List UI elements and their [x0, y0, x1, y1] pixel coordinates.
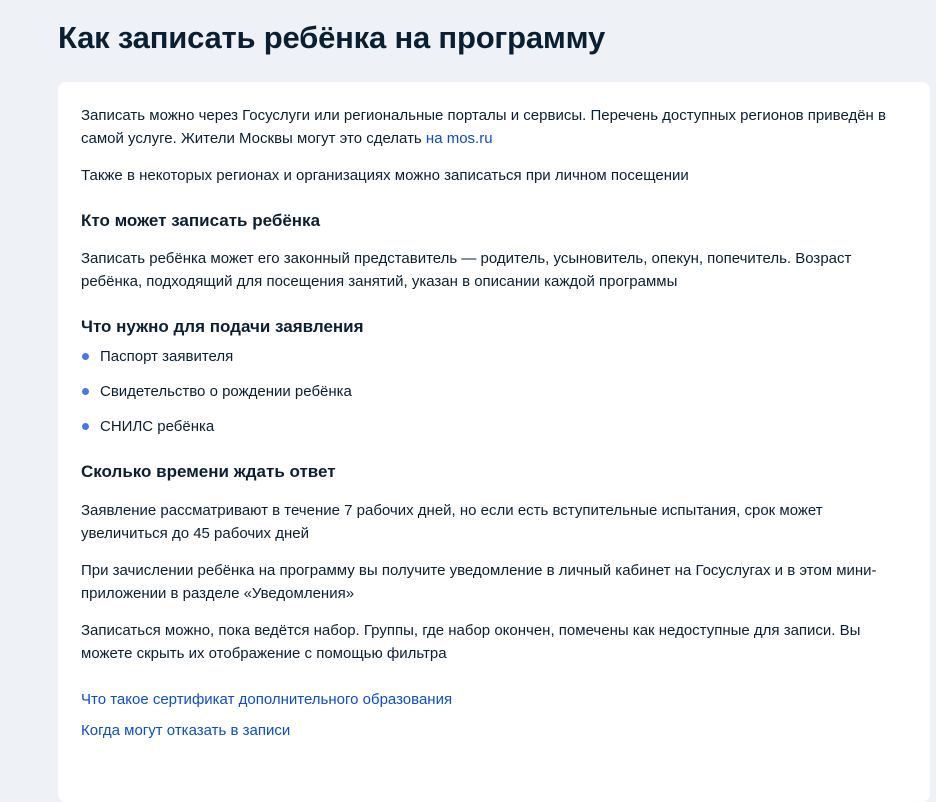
- document-label: Паспорт заявителя: [100, 348, 234, 365]
- list-item: [81, 415, 908, 438]
- page-title: Как записать ребёнка на программу: [58, 20, 606, 55]
- intro-paragraph: [81, 104, 908, 150]
- document-label: Свидетельство о рождении ребёнка: [100, 383, 352, 400]
- bullet-icon: [82, 423, 89, 430]
- document-label: СНИЛС ребёнка: [100, 418, 215, 435]
- intro-text: Записать можно через Госуслуги или региональные порталы и сервисы. Перечень доступных регионов приведён в самой услуге. Жители Москвы могут это сделать: [81, 107, 886, 147]
- enrollment-paragraph: Записаться можно, пока ведётся набор. Группы, где набор окончен, помечены как недоступные для записи. Вы можете скрыть их отображение с помощью фильтра: [81, 622, 861, 662]
- notification-paragraph: При зачислении ребёнка на программу вы получите уведомление в личный кабинет на Госуслугах и в этом мини-приложении в разделе «Уведомления»: [81, 562, 877, 602]
- documents-heading: Что нужно для подачи заявления: [81, 317, 364, 336]
- list-item: [81, 380, 908, 403]
- in-person-paragraph: Также в некоторых регионах и организациях можно записаться при личном посещении: [81, 167, 689, 184]
- review-time-paragraph: Заявление рассматривают в течение 7 рабочих дней, но если есть вступительные испытания, срок может увеличиться до 45 рабочих дней: [81, 502, 823, 542]
- refusal-info-link[interactable]: Когда могут отказать в записи: [81, 722, 291, 739]
- certificate-info-link[interactable]: Что такое сертификат дополнительного образования: [81, 691, 453, 708]
- info-card: [58, 82, 930, 802]
- mos-ru-link[interactable]: на mos.ru: [425, 130, 493, 147]
- bullet-icon: [82, 353, 89, 360]
- wait-time-heading: Сколько времени ждать ответ: [81, 462, 336, 481]
- documents-list: [81, 345, 908, 438]
- who-can-paragraph: Записать ребёнка может его законный представитель — родитель, усыновитель, опекун, попечитель. Возраст ребёнка, подходящий для посещения занятий, указан в описании каждой программы: [81, 250, 852, 290]
- who-can-heading: Кто может записать ребёнка: [81, 211, 321, 230]
- bullet-icon: [82, 388, 89, 395]
- list-item: [81, 345, 908, 368]
